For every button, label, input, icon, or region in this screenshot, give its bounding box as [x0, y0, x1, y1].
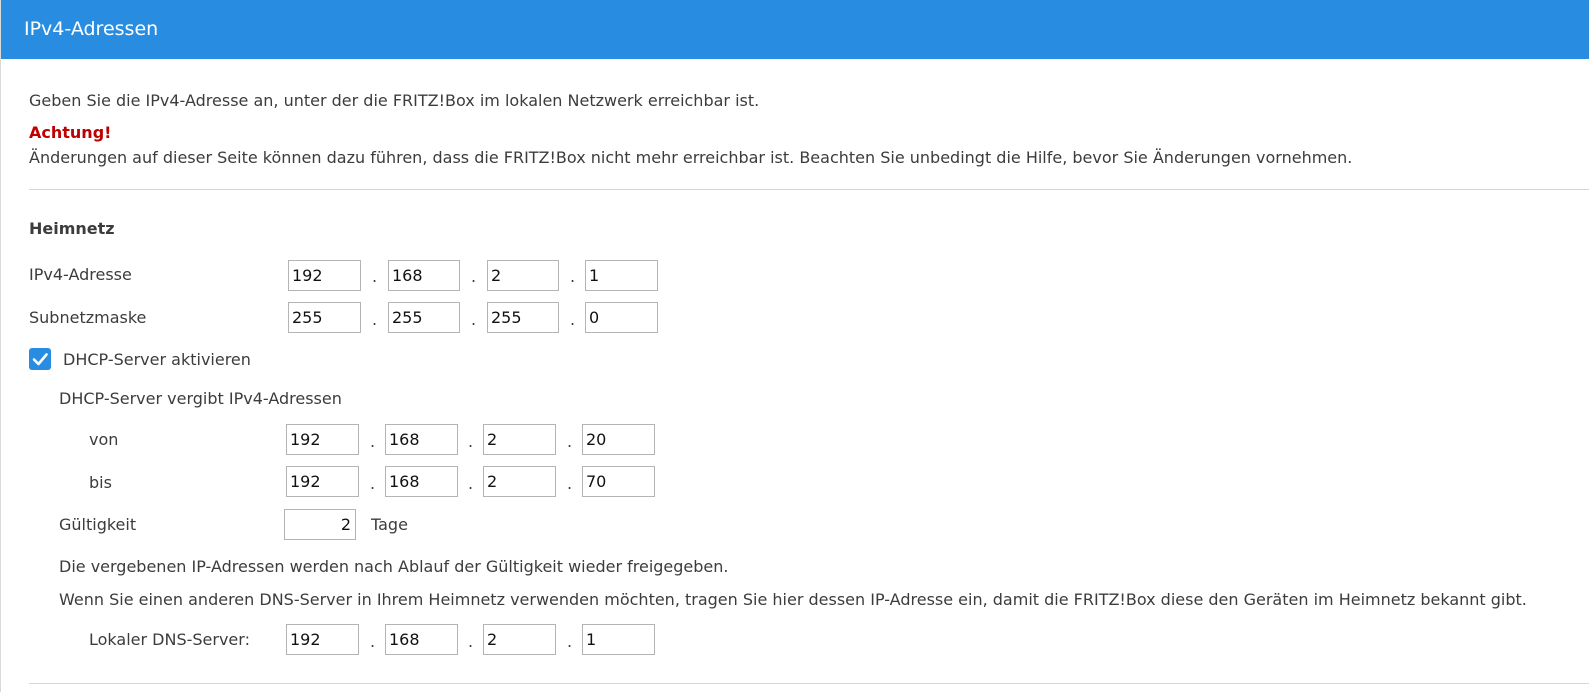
- section-divider-top: [29, 189, 1589, 190]
- dhcp-from-separator: .: [468, 432, 474, 451]
- validity-label: Gültigkeit: [59, 515, 137, 534]
- page-header: [1, 0, 1589, 59]
- dhcp-to-octet-3-input[interactable]: [483, 466, 556, 497]
- dhcp-enable-checkbox[interactable]: [29, 348, 51, 370]
- dhcp-from-separator: .: [370, 432, 376, 451]
- local-dns-label: Lokaler DNS-Server:: [89, 630, 250, 649]
- ipv4-separator: .: [471, 267, 477, 286]
- subnet-octet-4-input[interactable]: [585, 302, 658, 333]
- check-icon: [29, 348, 51, 370]
- ipv4-octet-2-input[interactable]: [388, 260, 460, 291]
- dns-separator: .: [567, 632, 573, 651]
- dhcp-from-octet-1-input[interactable]: [286, 424, 359, 455]
- subnet-octet-3-input[interactable]: [487, 302, 559, 333]
- subnet-octet-1-input[interactable]: [288, 302, 361, 333]
- dhcp-to-separator: .: [468, 474, 474, 493]
- ipv4-octet-1-input[interactable]: [288, 260, 361, 291]
- warning-title: Achtung!: [29, 123, 112, 142]
- dhcp-from-octet-3-input[interactable]: [483, 424, 556, 455]
- dhcp-from-separator: .: [567, 432, 573, 451]
- dns-note: Wenn Sie einen anderen DNS-Server in Ihrem Heimnetz verwenden möchten, tragen Sie hier dessen IP-Adresse ein, damit die FRITZ!Box diese den Geräten im Heimnetz bekannt gibt.: [59, 590, 1527, 609]
- dns-octet-3-input[interactable]: [483, 624, 556, 655]
- subnet-octet-2-input[interactable]: [388, 302, 460, 333]
- dhcp-to-separator: .: [370, 474, 376, 493]
- dhcp-to-octet-1-input[interactable]: [286, 466, 359, 497]
- section-divider-bottom: [29, 683, 1589, 684]
- subnet-separator: .: [570, 310, 576, 329]
- subnet-separator: .: [372, 310, 378, 329]
- intro-description: Geben Sie die IPv4-Adresse an, unter der die FRITZ!Box im lokalen Netzwerk erreichbar ist.: [29, 91, 760, 110]
- dhcp-enable-label[interactable]: DHCP-Server aktivieren: [63, 350, 251, 369]
- ipv4-address-label: IPv4-Adresse: [29, 265, 132, 284]
- dhcp-to-octet-2-input[interactable]: [385, 466, 458, 497]
- dhcp-to-separator: .: [567, 474, 573, 493]
- dns-separator: .: [370, 632, 376, 651]
- dhcp-to-label: bis: [89, 473, 112, 492]
- ipv4-separator: .: [372, 267, 378, 286]
- dns-octet-4-input[interactable]: [582, 624, 655, 655]
- page-title: IPv4-Adressen: [24, 18, 159, 40]
- subnet-separator: .: [471, 310, 477, 329]
- dhcp-range-label: DHCP-Server vergibt IPv4-Adressen: [59, 389, 342, 408]
- dns-separator: .: [468, 632, 474, 651]
- ipv4-separator: .: [570, 267, 576, 286]
- release-note: Die vergebenen IP-Adressen werden nach Ablauf der Gültigkeit wieder freigegeben.: [59, 557, 729, 576]
- dhcp-from-octet-2-input[interactable]: [385, 424, 458, 455]
- dns-octet-1-input[interactable]: [286, 624, 359, 655]
- validity-unit: Tage: [371, 515, 408, 534]
- dhcp-to-octet-4-input[interactable]: [582, 466, 655, 497]
- section-title-heimnetz: Heimnetz: [29, 219, 115, 238]
- dns-octet-2-input[interactable]: [385, 624, 458, 655]
- warning-text: Änderungen auf dieser Seite können dazu führen, dass die FRITZ!Box nicht mehr erreichbar ist. Beachten Sie unbedingt die Hilfe, bevor Sie Änderungen vornehmen.: [29, 148, 1353, 167]
- ipv4-octet-3-input[interactable]: [487, 260, 559, 291]
- ipv4-octet-4-input[interactable]: [585, 260, 658, 291]
- dhcp-from-octet-4-input[interactable]: [582, 424, 655, 455]
- dhcp-from-label: von: [89, 430, 119, 449]
- subnet-mask-label: Subnetzmaske: [29, 308, 147, 327]
- validity-days-input[interactable]: [284, 509, 356, 540]
